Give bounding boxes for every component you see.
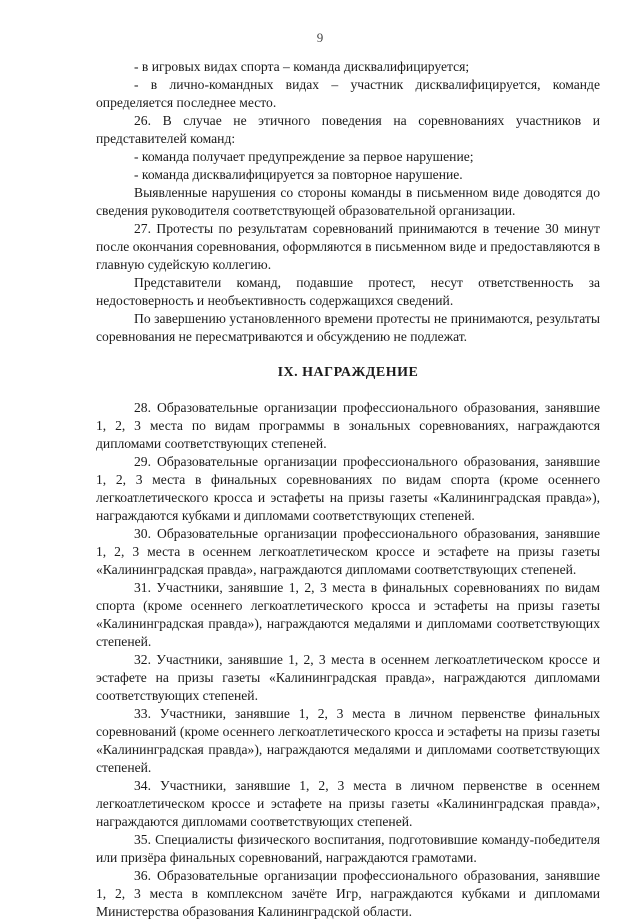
paragraph: По завершению установленного времени протесты не принимаются, результаты соревнования не пересматриваются и обсуждению не подлежат. [96, 311, 600, 344]
paragraph: - в игровых видах спорта – команда дисквалифицируется; [134, 59, 470, 74]
paragraph: 30. Образовательные организации профессионального образования, занявшие 1, 2, 3 места в осеннем легкоатлетическом кроссе и эстафете на призы газеты «Калининградская правда», награждаются дипломами соответствующих степеней. [96, 526, 600, 577]
paragraph: 32. Участники, занявшие 1, 2, 3 места в осеннем легкоатлетическом кроссе и эстафете на призы газеты «Калининградская правда», награждаются дипломами соответствующих степеней. [96, 652, 600, 703]
section-title: IX. НАГРАЖДЕНИЕ [277, 365, 419, 380]
paragraph: 27. Протесты по результатам соревнований принимаются в течение 30 минут после окончания соревнования, оформляются в письменном виде и предоставляются в главную судейскую коллегию. [96, 221, 600, 272]
paragraph: 29. Образовательные организации профессионального образования, занявшие 1, 2, 3 места в финальных соревнованиях по видам спорта (кроме осеннего легкоатлетического кросса и эстафеты на призы газеты «Калининградская правда»), награждаются кубками и дипломами соответствующих степеней. [96, 454, 600, 523]
paragraph: 34. Участники, занявшие 1, 2, 3 места в личном первенстве в осеннем легкоатлетическом кроссе и эстафете на призы газеты «Калининградская правда», награждаются дипломами соответствующих степеней. [96, 778, 600, 829]
paragraph: Представители команд, подавшие протест, несут ответственность за недостоверность и необъективность содержащихся сведений. [96, 275, 600, 308]
paragraph: - команда дисквалифицируется за повторное нарушение. [134, 167, 463, 182]
paragraph: 33. Участники, занявшие 1, 2, 3 места в личном первенстве финальных соревнований (кроме осеннего легкоатлетического кросса и эстафеты на призы газеты «Калининградская правда»), награждаются медалями и дипломами соответствующих степеней. [96, 706, 600, 775]
paragraph: 35. Специалисты физического воспитания, подготовившие команду-победителя или призёра финальных соревнований, награждаются грамотами. [96, 832, 600, 865]
paragraph: Выявленные нарушения со стороны команды в письменном виде доводятся до сведения руководителя соответствующей образовательной организации. [96, 185, 600, 218]
page-number: 9 [316, 30, 324, 45]
paragraph: 26. В случае не этичного поведения на соревнованиях участников и представителей команд: [96, 113, 600, 146]
paragraph: 28. Образовательные организации профессионального образования, занявшие 1, 2, 3 места по видам программы в зональных соревнованиях, награждаются дипломами соответствующих степеней. [96, 400, 600, 451]
document-body [96, 58, 600, 921]
paragraph: 36. Образовательные организации профессионального образования, занявшие 1, 2, 3 места в комплексном зачёте Игр, награждаются кубками и дипломами Министерства образования Калининградской области. [96, 868, 600, 919]
paragraph: 31. Участники, занявшие 1, 2, 3 места в финальных соревнованиях по видам спорта (кроме осеннего легкоатлетического кросса и эстафеты на призы газеты «Калининградская правда»), награждаются медалями и дипломами соответствующих степеней. [96, 580, 600, 649]
paragraph: - в лично-командных видах – участник дисквалифицируется, команде определяется последнее место. [96, 77, 600, 110]
paragraph: - команда получает предупреждение за первое нарушение; [134, 149, 474, 164]
